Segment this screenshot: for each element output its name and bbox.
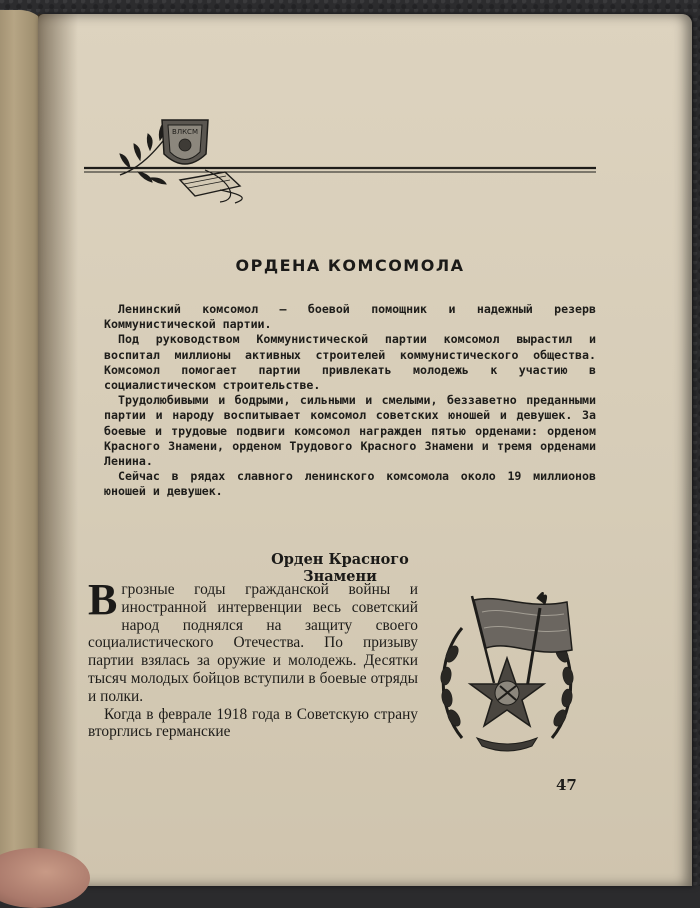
page-title: ОРДЕНА КОМСОМОЛА <box>235 256 465 275</box>
order-of-red-banner-icon <box>432 588 582 756</box>
intro-text <box>104 302 596 500</box>
gutter-shadow <box>38 14 78 886</box>
section-paragraph: Когда в феврале 1918 года в Советскую страну вторглись германские <box>88 705 418 741</box>
intro-paragraph: Под руководством Коммунистической партии комсомол вырастил и воспитал миллионы активных строителей коммунистического общества. Комсомол помогает партии привлекать молодежь к участию в социалистическом строительстве. <box>104 332 596 393</box>
section-paragraph-text: грозные годы гражданской войны и иностранной интервенции весь советский народ поднялся на защиту своего социалистического Отечества. По призыву партии взялась за оружие и молодежь. Десятки тысяч молодых бойцов вступили в боевые отряды и полки. <box>88 581 418 705</box>
section-title: Орден Красного Знамени <box>271 551 409 585</box>
intro-paragraph: Сейчас в рядах славного ленинского комсомола около 19 миллионов юношей и девушек. <box>104 469 596 499</box>
page-number: 47 <box>556 776 577 794</box>
komsomol-badge-ornament-icon <box>80 110 600 205</box>
section-paragraph <box>88 575 418 706</box>
drop-cap: В <box>88 575 118 624</box>
svg-text:ВЛКСМ: ВЛКСМ <box>172 128 198 136</box>
intro-paragraph: Ленинский комсомол — боевой помощник и надежный резерв Коммунистической партии. <box>104 302 596 332</box>
intro-paragraph: Трудолюбивыми и бодрыми, сильными и смелыми, беззаветно преданными партии и народу воспитывает комсомол советских юношей и девушек. За боевые и трудовые подвиги комсомол награжден пятью орденами: орденом Красного Знамени, орденом Трудового Красного Знамени и тремя орденами Ленина. <box>104 393 596 469</box>
section-body <box>88 575 418 741</box>
